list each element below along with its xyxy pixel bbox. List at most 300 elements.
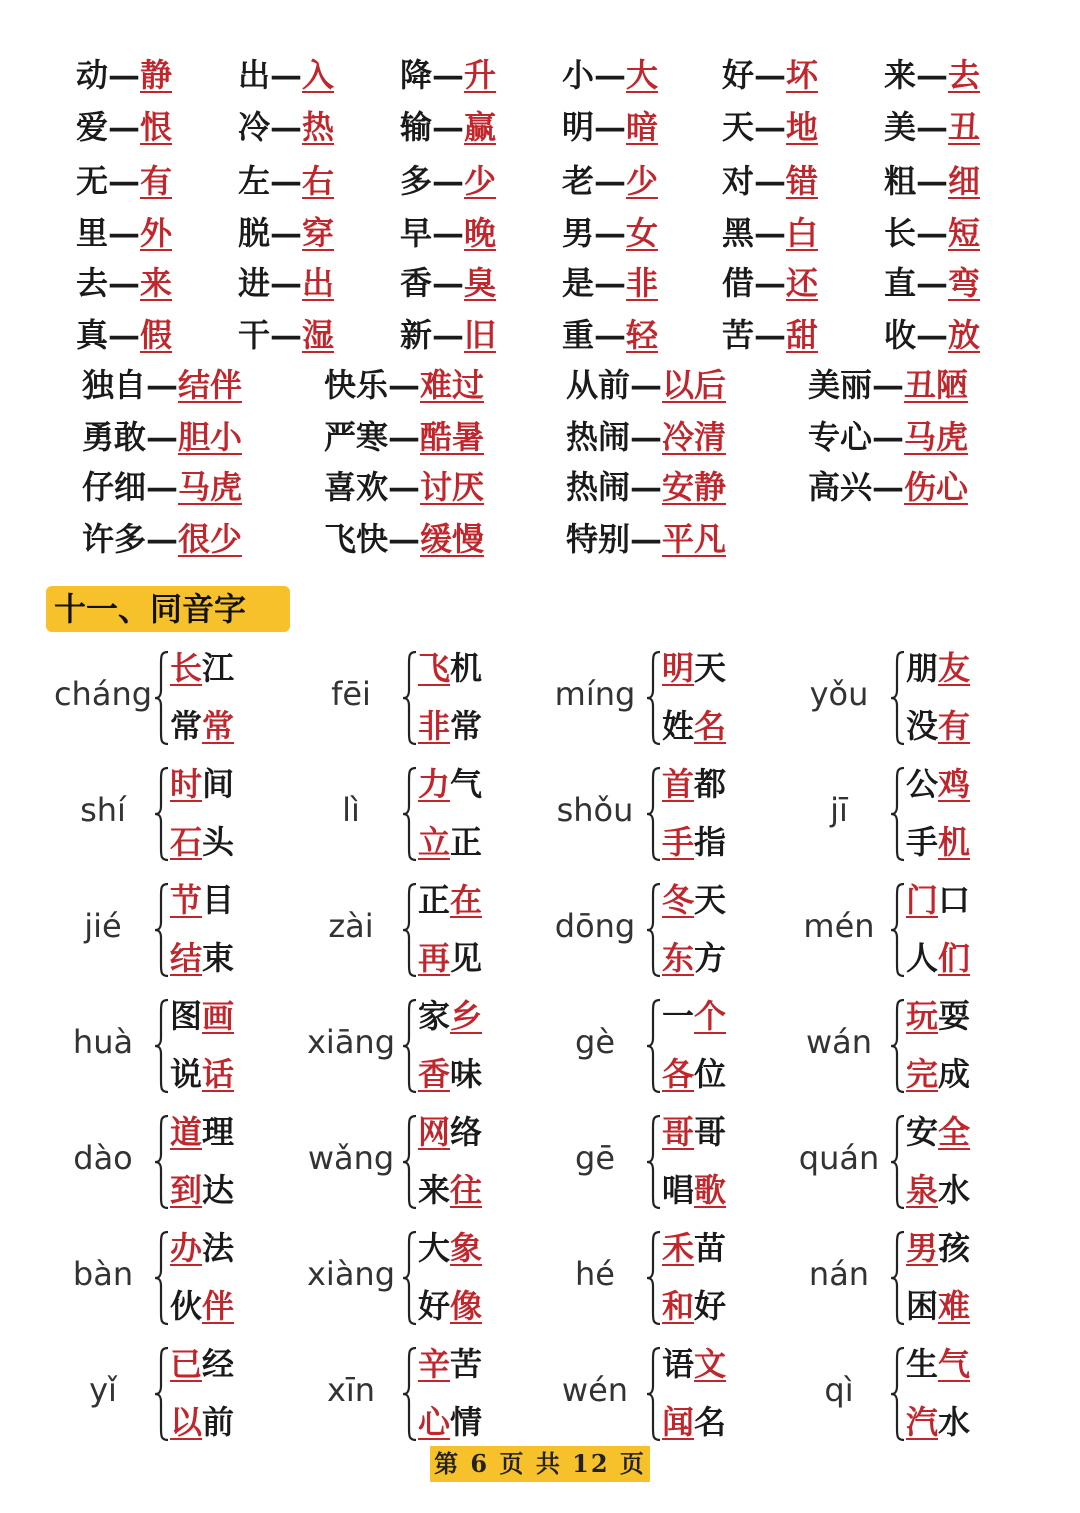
dash: — [108, 56, 141, 94]
homophone-char: 水 [938, 1403, 971, 1441]
homophone-char-highlight: 歌 [694, 1171, 727, 1209]
pinyin-label: xiāng [306, 1023, 396, 1061]
homophone-char-highlight: 像 [450, 1287, 483, 1325]
homophone-char-highlight: 话 [202, 1055, 235, 1093]
antonym-row [76, 54, 1016, 104]
brace-icon [154, 1230, 170, 1326]
homophone-word [418, 996, 482, 1036]
homophone-word [170, 1170, 234, 1210]
antonym-pair [400, 212, 496, 254]
antonym-answer: 升 [464, 56, 497, 94]
antonym-word: 喜欢 [324, 468, 389, 506]
homophone-char-highlight: 节 [170, 881, 203, 919]
homophone-word [170, 764, 234, 804]
homophone-group [784, 1224, 1024, 1332]
pinyin-label: huà [72, 1023, 134, 1061]
dash: — [916, 316, 949, 354]
homophone-char-highlight: 画 [202, 997, 235, 1035]
dash: — [630, 366, 663, 404]
antonym-word: 脱 [238, 214, 271, 252]
dash: — [630, 520, 663, 558]
homophone-char: 来 [418, 1171, 451, 1209]
homophone-group [48, 992, 288, 1100]
antonym-pair [566, 466, 726, 508]
homophone-group [296, 876, 536, 984]
antonym-word: 飞快 [324, 520, 389, 558]
homophone-word [418, 1170, 482, 1210]
homophone-char: 好 [418, 1287, 451, 1325]
dash: — [146, 468, 179, 506]
homophone-char-highlight: 玩 [906, 997, 939, 1035]
antonym-answer: 女 [626, 214, 659, 252]
homophone-word [662, 1054, 726, 1094]
pinyin-label: bàn [72, 1255, 134, 1293]
antonym-answer: 胆小 [178, 418, 243, 456]
dash: — [594, 56, 627, 94]
dash: — [594, 264, 627, 302]
homophone-char: 口 [938, 881, 971, 919]
antonym-word: 独自 [82, 366, 147, 404]
antonym-word: 输 [400, 108, 433, 146]
homophone-group [540, 1108, 780, 1216]
antonym-pair [76, 314, 172, 356]
homophone-char-highlight: 再 [418, 939, 451, 977]
homophone-char: 没 [906, 707, 939, 745]
homophone-char: 机 [450, 649, 483, 687]
pinyin-label: wǎng [307, 1139, 395, 1177]
antonym-answer: 放 [948, 316, 981, 354]
homophone-word [662, 1402, 726, 1442]
antonym-answer: 轻 [626, 316, 659, 354]
homophone-char-highlight: 力 [418, 765, 451, 803]
brace-icon [154, 1346, 170, 1442]
antonym-pair [566, 518, 726, 560]
homophone-char-highlight: 冬 [662, 881, 695, 919]
dash: — [630, 468, 663, 506]
homophone-char: 束 [202, 939, 235, 977]
pinyin-label: gè [575, 1023, 615, 1061]
antonym-pair [562, 160, 658, 202]
homophone-group [784, 644, 1024, 752]
antonym-word: 美丽 [808, 366, 873, 404]
homophone-char: 指 [694, 823, 727, 861]
dash: — [754, 264, 787, 302]
homophone-char: 说 [170, 1055, 203, 1093]
antonym-word: 冷 [238, 108, 271, 146]
homophone-group [48, 1108, 288, 1216]
pinyin-label: fēi [331, 675, 371, 713]
homophone-char-highlight: 个 [694, 997, 727, 1035]
antonym-answer: 来 [140, 264, 173, 302]
section-title-homophones: 十一、同音字 [46, 586, 290, 632]
homophone-char: 络 [450, 1113, 483, 1151]
antonym-pair [808, 466, 968, 508]
dash: — [754, 108, 787, 146]
homophone-word [906, 1054, 970, 1094]
homophone-word [170, 648, 234, 688]
antonym-word: 美 [884, 108, 917, 146]
brace-icon [402, 766, 418, 862]
homophone-char: 生 [906, 1345, 939, 1383]
antonym-answer: 冷清 [662, 418, 727, 456]
antonym-answer: 伤心 [904, 468, 969, 506]
antonym-word: 勇敢 [82, 418, 147, 456]
brace-icon [154, 766, 170, 862]
antonym-word: 严寒 [324, 418, 389, 456]
antonym-word: 借 [722, 264, 755, 302]
homophone-char: 天 [694, 881, 727, 919]
homophone-group [296, 644, 536, 752]
homophone-group [296, 1224, 536, 1332]
brace-icon [402, 998, 418, 1094]
homophone-word [418, 938, 482, 978]
brace-icon [402, 1230, 418, 1326]
homophone-char-highlight: 辛 [418, 1345, 451, 1383]
antonym-row [76, 364, 1016, 414]
antonym-answer: 白 [786, 214, 819, 252]
dash: — [432, 214, 465, 252]
antonym-answer: 甜 [786, 316, 819, 354]
homophone-word [662, 1286, 726, 1326]
dash: — [872, 418, 905, 456]
dash: — [872, 366, 905, 404]
homophone-word [662, 648, 726, 688]
antonym-word: 收 [884, 316, 917, 354]
homophone-char: 苦 [450, 1345, 483, 1383]
antonym-answer: 假 [140, 316, 173, 354]
homophone-word [662, 880, 726, 920]
pinyin-label: yǒu [809, 675, 869, 713]
antonym-answer: 热 [302, 108, 335, 146]
antonym-pair [82, 466, 242, 508]
antonym-word: 无 [76, 162, 109, 200]
antonym-pair [562, 262, 658, 304]
antonym-pair [76, 160, 172, 202]
pinyin-label: shǒu [556, 791, 634, 829]
pinyin-label: jī [830, 791, 848, 829]
homophone-char: 好 [694, 1287, 727, 1325]
brace-icon [646, 998, 662, 1094]
homophone-char-highlight: 结 [170, 939, 203, 977]
homophone-char-highlight: 泉 [906, 1171, 939, 1209]
homophone-char: 情 [450, 1403, 483, 1441]
pinyin-label: wén [561, 1371, 629, 1409]
homophone-char: 安 [906, 1113, 939, 1151]
pinyin-label: gē [575, 1139, 615, 1177]
antonym-pair [562, 106, 658, 148]
antonym-answer: 难过 [420, 366, 485, 404]
dash: — [270, 214, 303, 252]
homophone-char-highlight: 有 [938, 707, 971, 745]
antonym-word: 直 [884, 264, 917, 302]
dash: — [594, 316, 627, 354]
antonym-pair [400, 314, 496, 356]
homophone-char: 理 [202, 1113, 235, 1151]
antonym-answer: 非 [626, 264, 659, 302]
dash: — [108, 214, 141, 252]
antonym-answer: 暗 [626, 108, 659, 146]
antonym-pair [808, 364, 968, 406]
homophone-word [170, 938, 234, 978]
antonym-answer: 很少 [178, 520, 243, 558]
homophone-char-highlight: 石 [170, 823, 203, 861]
homophone-group [296, 1340, 536, 1448]
homophone-char: 经 [202, 1345, 235, 1383]
antonym-row [76, 212, 1016, 262]
homophone-char-highlight: 往 [450, 1171, 483, 1209]
dash: — [146, 366, 179, 404]
antonym-pair [884, 314, 980, 356]
antonym-word: 左 [238, 162, 271, 200]
antonym-pair [82, 518, 242, 560]
antonym-pair [400, 106, 496, 148]
homophone-char: 哥 [694, 1113, 727, 1151]
antonym-word: 好 [722, 56, 755, 94]
antonym-word: 新 [400, 316, 433, 354]
antonym-answer: 马虎 [904, 418, 969, 456]
homophone-word [418, 648, 482, 688]
antonym-pair [722, 160, 818, 202]
homophone-char-highlight: 道 [170, 1113, 203, 1151]
antonym-pair [238, 54, 334, 96]
dash: — [108, 108, 141, 146]
homophone-char-highlight: 鸡 [938, 765, 971, 803]
homophone-word [418, 1112, 482, 1152]
homophone-char-highlight: 友 [938, 649, 971, 687]
dash: — [630, 418, 663, 456]
antonym-answer: 右 [302, 162, 335, 200]
homophone-char: 朋 [906, 649, 939, 687]
homophone-char: 图 [170, 997, 203, 1035]
pinyin-label: xīn [326, 1371, 376, 1409]
antonym-pair [400, 54, 496, 96]
homophone-char-highlight: 已 [170, 1345, 203, 1383]
homophone-char: 前 [202, 1403, 235, 1441]
dash: — [108, 264, 141, 302]
homophone-group [540, 992, 780, 1100]
homophone-char-highlight: 各 [662, 1055, 695, 1093]
homophone-char-highlight: 文 [694, 1345, 727, 1383]
antonym-answer: 有 [140, 162, 173, 200]
homophone-word [418, 1054, 482, 1094]
homophone-group [296, 992, 536, 1100]
dash: — [270, 316, 303, 354]
antonym-word: 对 [722, 162, 755, 200]
brace-icon [402, 650, 418, 746]
antonym-pair [722, 314, 818, 356]
homophone-char-highlight: 常 [202, 707, 235, 745]
homophone-word [418, 764, 482, 804]
homophone-word [662, 1228, 726, 1268]
homophone-word [170, 996, 234, 1036]
antonym-answer: 马虎 [178, 468, 243, 506]
homophone-char: 手 [906, 823, 939, 861]
dash: — [916, 162, 949, 200]
homophone-char: 位 [694, 1055, 727, 1093]
homophone-char-highlight: 哥 [662, 1113, 695, 1151]
homophone-word [906, 822, 970, 862]
homophone-char: 见 [450, 939, 483, 977]
homophone-word [906, 1112, 970, 1152]
homophone-word [906, 880, 970, 920]
antonym-word: 动 [76, 56, 109, 94]
homophone-char-highlight: 乡 [450, 997, 483, 1035]
antonym-row [76, 106, 1016, 156]
homophone-char-highlight: 非 [418, 707, 451, 745]
homophone-char-highlight: 全 [938, 1113, 971, 1151]
brace-icon [890, 766, 906, 862]
pinyin-label: cháng [53, 675, 153, 713]
homophone-group [540, 644, 780, 752]
homophone-group [48, 644, 288, 752]
antonym-word: 降 [400, 56, 433, 94]
brace-icon [890, 1346, 906, 1442]
homophone-char-highlight: 长 [170, 649, 203, 687]
antonym-word: 黑 [722, 214, 755, 252]
antonym-pair [238, 314, 334, 356]
dash: — [594, 108, 627, 146]
antonym-word: 许多 [82, 520, 147, 558]
brace-icon [646, 1346, 662, 1442]
homophone-word [906, 1344, 970, 1384]
antonym-pair [722, 106, 818, 148]
dash: — [108, 162, 141, 200]
homophone-char-highlight: 办 [170, 1229, 203, 1267]
homophone-char: 家 [418, 997, 451, 1035]
homophone-word [170, 706, 234, 746]
antonym-pair [884, 212, 980, 254]
antonym-word: 苦 [722, 316, 755, 354]
homophone-group [48, 1340, 288, 1448]
pinyin-label: dào [73, 1139, 133, 1177]
dash: — [432, 56, 465, 94]
antonym-answer: 还 [786, 264, 819, 302]
brace-icon [890, 998, 906, 1094]
brace-icon [890, 1230, 906, 1326]
antonym-answer: 入 [302, 56, 335, 94]
homophone-group [540, 760, 780, 868]
antonym-row [76, 416, 1016, 466]
homophone-word [662, 938, 726, 978]
antonym-answer: 以后 [662, 366, 727, 404]
homophone-word [662, 1344, 726, 1384]
homophone-char: 名 [694, 1403, 727, 1441]
homophone-char: 常 [170, 707, 203, 745]
antonym-word: 小 [562, 56, 595, 94]
homophone-char: 方 [694, 939, 727, 977]
homophone-char-highlight: 男 [906, 1229, 939, 1267]
homophone-char: 头 [202, 823, 235, 861]
homophone-char-highlight: 手 [662, 823, 695, 861]
brace-icon [154, 650, 170, 746]
antonym-answer: 安静 [662, 468, 727, 506]
homophone-char: 姓 [662, 707, 695, 745]
antonym-pair [238, 106, 334, 148]
homophone-char: 孩 [938, 1229, 971, 1267]
homophone-word [906, 1228, 970, 1268]
brace-icon [154, 998, 170, 1094]
homophone-char: 间 [202, 765, 235, 803]
homophone-char-highlight: 气 [938, 1345, 971, 1383]
homophone-word [662, 764, 726, 804]
homophone-group [48, 876, 288, 984]
homophone-char-highlight: 们 [938, 939, 971, 977]
pinyin-label: mén [803, 907, 875, 945]
homophone-word [418, 706, 482, 746]
antonym-pair [76, 262, 172, 304]
homophone-group [540, 1340, 780, 1448]
antonym-answer: 穿 [302, 214, 335, 252]
antonym-word: 爱 [76, 108, 109, 146]
homophone-word [170, 1344, 234, 1384]
homophone-char: 气 [450, 765, 483, 803]
homophone-char: 人 [906, 939, 939, 977]
antonym-pair [884, 160, 980, 202]
antonym-pair [562, 212, 658, 254]
antonym-pair [238, 160, 334, 202]
antonym-word: 高兴 [808, 468, 873, 506]
brace-icon [646, 650, 662, 746]
antonym-answer: 地 [786, 108, 819, 146]
antonym-word: 重 [562, 316, 595, 354]
pinyin-label: xiàng [306, 1255, 396, 1293]
antonym-answer: 少 [626, 162, 659, 200]
homophone-word [418, 1286, 482, 1326]
antonym-pair [324, 466, 484, 508]
antonym-word: 早 [400, 214, 433, 252]
antonym-word: 出 [238, 56, 271, 94]
homophone-word [170, 1112, 234, 1152]
antonym-answer: 出 [302, 264, 335, 302]
antonym-row [76, 160, 1016, 210]
homophone-word [906, 1286, 970, 1326]
homophone-word [418, 1228, 482, 1268]
homophone-word [662, 1170, 726, 1210]
antonym-pair [82, 416, 242, 458]
brace-icon [402, 1346, 418, 1442]
homophone-word [662, 822, 726, 862]
homophone-word [170, 1402, 234, 1442]
homophone-char: 味 [450, 1055, 483, 1093]
homophone-char-highlight: 到 [170, 1171, 203, 1209]
antonym-pair [884, 262, 980, 304]
antonym-answer: 细 [948, 162, 981, 200]
antonym-answer: 丑 [948, 108, 981, 146]
antonym-pair [884, 106, 980, 148]
homophone-char: 水 [938, 1171, 971, 1209]
homophone-word [418, 880, 482, 920]
homophone-group [784, 1108, 1024, 1216]
antonym-answer: 坏 [786, 56, 819, 94]
pinyin-label: míng [554, 675, 636, 713]
brace-icon [890, 1114, 906, 1210]
homophone-group [540, 876, 780, 984]
antonym-answer: 少 [464, 162, 497, 200]
antonym-word: 香 [400, 264, 433, 302]
dash: — [270, 108, 303, 146]
antonym-pair [400, 262, 496, 304]
pinyin-label: hé [575, 1255, 615, 1293]
homophone-word [418, 1402, 482, 1442]
antonym-pair [808, 416, 968, 458]
antonym-word: 热闹 [566, 418, 631, 456]
dash: — [916, 264, 949, 302]
antonym-pair [566, 364, 726, 406]
brace-icon [402, 1114, 418, 1210]
pinyin-label: lì [342, 791, 360, 829]
pinyin-label: jié [84, 907, 122, 945]
brace-icon [402, 882, 418, 978]
